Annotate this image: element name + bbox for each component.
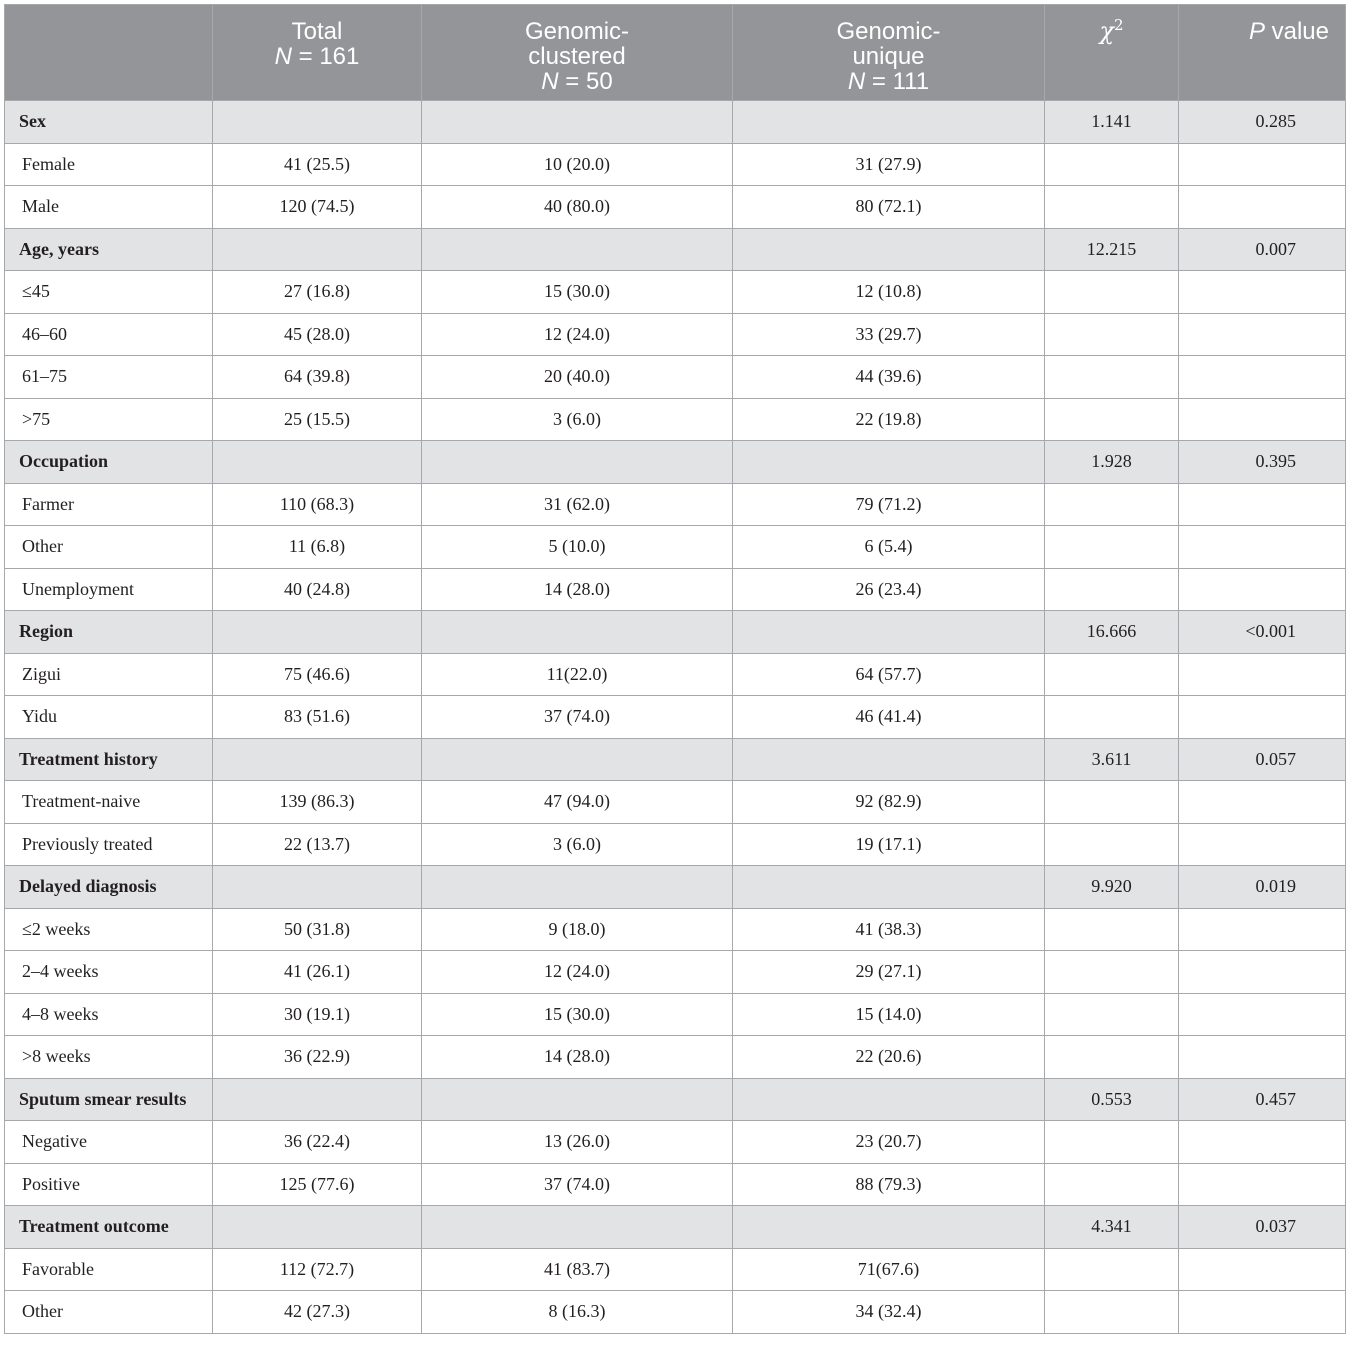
empty-cell — [213, 441, 422, 484]
row-label: >8 weeks — [5, 1036, 213, 1079]
empty-cell — [733, 611, 1045, 654]
table-row — [5, 1291, 1346, 1334]
empty-cell — [1179, 271, 1346, 314]
header-genomic-unique — [733, 5, 1045, 101]
empty-cell — [1045, 696, 1179, 739]
empty-cell — [1179, 781, 1346, 824]
clustered-cell: 9 (18.0) — [422, 908, 733, 951]
p-value: 0.395 — [1179, 441, 1346, 484]
header-unique-line1: Genomic- — [836, 18, 941, 45]
unique-cell: 92 (82.9) — [733, 781, 1045, 824]
clustered-cell: 5 (10.0) — [422, 526, 733, 569]
empty-cell — [733, 866, 1045, 909]
empty-cell — [1179, 823, 1346, 866]
empty-cell — [1179, 1291, 1346, 1334]
row-label: Yidu — [5, 696, 213, 739]
empty-cell — [1045, 313, 1179, 356]
clustered-cell: 10 (20.0) — [422, 143, 733, 186]
table-row — [5, 483, 1346, 526]
table-row — [5, 951, 1346, 994]
empty-cell — [1045, 908, 1179, 951]
row-label: Farmer — [5, 483, 213, 526]
empty-cell — [422, 228, 733, 271]
header-total-n-value: = 161 — [291, 43, 360, 70]
group-label: Age, years — [5, 228, 213, 271]
group-header-row — [5, 611, 1346, 654]
table-row — [5, 781, 1346, 824]
empty-cell — [422, 738, 733, 781]
clustered-cell: 14 (28.0) — [422, 568, 733, 611]
header-clustered-line2: clustered — [528, 43, 626, 70]
group-header-row — [5, 1078, 1346, 1121]
empty-cell — [1179, 993, 1346, 1036]
unique-cell: 64 (57.7) — [733, 653, 1045, 696]
header-total-n-label: N — [274, 43, 292, 70]
total-cell: 64 (39.8) — [213, 356, 422, 399]
empty-cell — [1179, 696, 1346, 739]
header-chi-exponent: 2 — [1114, 16, 1124, 34]
empty-cell — [213, 611, 422, 654]
empty-cell — [1179, 313, 1346, 356]
total-cell: 42 (27.3) — [213, 1291, 422, 1334]
table-row — [5, 186, 1346, 229]
empty-cell — [1179, 1163, 1346, 1206]
table-row — [5, 1121, 1346, 1164]
row-label: Treatment-naive — [5, 781, 213, 824]
header-clustered-n-value: = 50 — [558, 68, 613, 95]
table-row — [5, 823, 1346, 866]
empty-cell — [1179, 653, 1346, 696]
table-row — [5, 908, 1346, 951]
header-total-title: Total — [291, 18, 343, 45]
chi-square-value: 9.920 — [1045, 866, 1179, 909]
clustered-cell: 13 (26.0) — [422, 1121, 733, 1164]
row-label: Positive — [5, 1163, 213, 1206]
table-row — [5, 993, 1346, 1036]
empty-cell — [1045, 781, 1179, 824]
empty-cell — [1045, 1248, 1179, 1291]
row-label: Female — [5, 143, 213, 186]
row-label: Unemployment — [5, 568, 213, 611]
total-cell: 50 (31.8) — [213, 908, 422, 951]
empty-cell — [1045, 1291, 1179, 1334]
unique-cell: 23 (20.7) — [733, 1121, 1045, 1164]
empty-cell — [1045, 1121, 1179, 1164]
group-header-row — [5, 441, 1346, 484]
table-row — [5, 696, 1346, 739]
group-label: Region — [5, 611, 213, 654]
total-cell: 75 (46.6) — [213, 653, 422, 696]
clustered-cell: 12 (24.0) — [422, 951, 733, 994]
empty-cell — [1179, 1036, 1346, 1079]
unique-cell: 44 (39.6) — [733, 356, 1045, 399]
clustered-cell: 3 (6.0) — [422, 398, 733, 441]
p-value: 0.057 — [1179, 738, 1346, 781]
clustered-cell: 3 (6.0) — [422, 823, 733, 866]
unique-cell: 19 (17.1) — [733, 823, 1045, 866]
header-label-column — [5, 5, 213, 101]
empty-cell — [1179, 951, 1346, 994]
chi-square-value: 4.341 — [1045, 1206, 1179, 1249]
total-cell: 36 (22.4) — [213, 1121, 422, 1164]
group-label: Treatment outcome — [5, 1206, 213, 1249]
empty-cell — [1179, 526, 1346, 569]
unique-cell: 26 (23.4) — [733, 568, 1045, 611]
group-header-row — [5, 866, 1346, 909]
empty-cell — [1179, 1121, 1346, 1164]
row-label: Previously treated — [5, 823, 213, 866]
total-cell: 112 (72.7) — [213, 1248, 422, 1291]
table-row — [5, 271, 1346, 314]
unique-cell: 79 (71.2) — [733, 483, 1045, 526]
total-cell: 11 (6.8) — [213, 526, 422, 569]
group-label: Sex — [5, 101, 213, 144]
table-row — [5, 1248, 1346, 1291]
clustered-cell: 41 (83.7) — [422, 1248, 733, 1291]
total-cell: 120 (74.5) — [213, 186, 422, 229]
total-cell: 22 (13.7) — [213, 823, 422, 866]
p-value: <0.001 — [1179, 611, 1346, 654]
table-row — [5, 653, 1346, 696]
unique-cell: 80 (72.1) — [733, 186, 1045, 229]
empty-cell — [1045, 653, 1179, 696]
empty-cell — [422, 441, 733, 484]
empty-cell — [1045, 993, 1179, 1036]
characteristics-table — [4, 4, 1346, 1334]
p-value: 0.019 — [1179, 866, 1346, 909]
empty-cell — [1179, 186, 1346, 229]
clustered-cell: 31 (62.0) — [422, 483, 733, 526]
empty-cell — [733, 738, 1045, 781]
unique-cell: 31 (27.9) — [733, 143, 1045, 186]
empty-cell — [1045, 356, 1179, 399]
empty-cell — [733, 441, 1045, 484]
total-cell: 83 (51.6) — [213, 696, 422, 739]
clustered-cell: 15 (30.0) — [422, 271, 733, 314]
unique-cell: 22 (20.6) — [733, 1036, 1045, 1079]
chi-square-value: 1.141 — [1045, 101, 1179, 144]
total-cell: 27 (16.8) — [213, 271, 422, 314]
clustered-cell: 20 (40.0) — [422, 356, 733, 399]
empty-cell — [1045, 1163, 1179, 1206]
unique-cell: 29 (27.1) — [733, 951, 1045, 994]
empty-cell — [733, 101, 1045, 144]
header-row — [5, 5, 1346, 101]
empty-cell — [213, 101, 422, 144]
chi-square-value: 3.611 — [1045, 738, 1179, 781]
table-body — [5, 101, 1346, 1334]
empty-cell — [1179, 1248, 1346, 1291]
p-value: 0.285 — [1179, 101, 1346, 144]
clustered-cell: 8 (16.3) — [422, 1291, 733, 1334]
empty-cell — [1045, 526, 1179, 569]
empty-cell — [1045, 186, 1179, 229]
clustered-cell: 15 (30.0) — [422, 993, 733, 1036]
table-header — [5, 5, 1346, 101]
group-header-row — [5, 228, 1346, 271]
table-row — [5, 1163, 1346, 1206]
empty-cell — [1179, 908, 1346, 951]
total-cell: 110 (68.3) — [213, 483, 422, 526]
table-row — [5, 568, 1346, 611]
table-container — [4, 4, 1346, 1334]
empty-cell — [422, 1206, 733, 1249]
table-row — [5, 143, 1346, 186]
header-unique-n-value: = 111 — [865, 68, 930, 95]
p-value: 0.457 — [1179, 1078, 1346, 1121]
empty-cell — [213, 228, 422, 271]
unique-cell: 88 (79.3) — [733, 1163, 1045, 1206]
empty-cell — [1045, 823, 1179, 866]
empty-cell — [1045, 951, 1179, 994]
unique-cell: 6 (5.4) — [733, 526, 1045, 569]
table-row — [5, 398, 1346, 441]
header-p-suffix: value — [1264, 18, 1329, 45]
row-label: Other — [5, 526, 213, 569]
empty-cell — [422, 866, 733, 909]
table-row — [5, 526, 1346, 569]
empty-cell — [213, 1206, 422, 1249]
header-genomic-clustered — [422, 5, 733, 101]
unique-cell: 46 (41.4) — [733, 696, 1045, 739]
total-cell: 30 (19.1) — [213, 993, 422, 1036]
clustered-cell: 37 (74.0) — [422, 696, 733, 739]
empty-cell — [213, 866, 422, 909]
row-label: Zigui — [5, 653, 213, 696]
empty-cell — [1179, 483, 1346, 526]
empty-cell — [1045, 568, 1179, 611]
table-row — [5, 1036, 1346, 1079]
empty-cell — [733, 1078, 1045, 1121]
clustered-cell: 47 (94.0) — [422, 781, 733, 824]
total-cell: 25 (15.5) — [213, 398, 422, 441]
row-label: ≤2 weeks — [5, 908, 213, 951]
empty-cell — [1045, 143, 1179, 186]
header-unique-line2: unique — [852, 43, 925, 70]
table-row — [5, 356, 1346, 399]
group-label: Occupation — [5, 441, 213, 484]
total-cell: 139 (86.3) — [213, 781, 422, 824]
row-label: 46–60 — [5, 313, 213, 356]
group-label: Delayed diagnosis — [5, 866, 213, 909]
row-label: Favorable — [5, 1248, 213, 1291]
p-value: 0.037 — [1179, 1206, 1346, 1249]
row-label: Negative — [5, 1121, 213, 1164]
chi-square-value: 16.666 — [1045, 611, 1179, 654]
empty-cell — [733, 228, 1045, 271]
chi-square-value: 12.215 — [1045, 228, 1179, 271]
chi-square-value: 1.928 — [1045, 441, 1179, 484]
row-label: Other — [5, 1291, 213, 1334]
empty-cell — [1179, 568, 1346, 611]
empty-cell — [1179, 143, 1346, 186]
empty-cell — [1179, 398, 1346, 441]
row-label: 61–75 — [5, 356, 213, 399]
row-label: Male — [5, 186, 213, 229]
header-unique-n-label: N — [847, 68, 866, 95]
total-cell: 40 (24.8) — [213, 568, 422, 611]
empty-cell — [733, 1206, 1045, 1249]
row-label: 4–8 weeks — [5, 993, 213, 1036]
total-cell: 41 (26.1) — [213, 951, 422, 994]
header-chi-square — [1045, 5, 1179, 101]
header-chi-symbol: χ — [1099, 17, 1114, 45]
row-label: 2–4 weeks — [5, 951, 213, 994]
group-label: Treatment history — [5, 738, 213, 781]
clustered-cell: 40 (80.0) — [422, 186, 733, 229]
header-p-value — [1179, 5, 1346, 101]
group-label: Sputum smear results — [5, 1078, 213, 1121]
chi-square-value: 0.553 — [1045, 1078, 1179, 1121]
group-header-row — [5, 738, 1346, 781]
unique-cell: 22 (19.8) — [733, 398, 1045, 441]
empty-cell — [213, 1078, 422, 1121]
p-value: 0.007 — [1179, 228, 1346, 271]
clustered-cell: 11(22.0) — [422, 653, 733, 696]
total-cell: 45 (28.0) — [213, 313, 422, 356]
unique-cell: 41 (38.3) — [733, 908, 1045, 951]
clustered-cell: 14 (28.0) — [422, 1036, 733, 1079]
row-label: ≤45 — [5, 271, 213, 314]
empty-cell — [422, 1078, 733, 1121]
empty-cell — [1045, 271, 1179, 314]
clustered-cell: 12 (24.0) — [422, 313, 733, 356]
table-row — [5, 313, 1346, 356]
total-cell: 36 (22.9) — [213, 1036, 422, 1079]
unique-cell: 33 (29.7) — [733, 313, 1045, 356]
empty-cell — [1045, 1036, 1179, 1079]
unique-cell: 15 (14.0) — [733, 993, 1045, 1036]
group-header-row — [5, 1206, 1346, 1249]
empty-cell — [1045, 483, 1179, 526]
empty-cell — [422, 611, 733, 654]
clustered-cell: 37 (74.0) — [422, 1163, 733, 1206]
group-header-row — [5, 101, 1346, 144]
unique-cell: 34 (32.4) — [733, 1291, 1045, 1334]
total-cell: 125 (77.6) — [213, 1163, 422, 1206]
header-clustered-line1: Genomic- — [524, 18, 630, 45]
header-clustered-n-label: N — [541, 68, 559, 95]
empty-cell — [1179, 356, 1346, 399]
empty-cell — [422, 101, 733, 144]
total-cell: 41 (25.5) — [213, 143, 422, 186]
unique-cell: 71(67.6) — [733, 1248, 1045, 1291]
header-p-label: P — [1248, 18, 1265, 45]
empty-cell — [1045, 398, 1179, 441]
header-total — [213, 5, 422, 101]
unique-cell: 12 (10.8) — [733, 271, 1045, 314]
row-label: >75 — [5, 398, 213, 441]
empty-cell — [213, 738, 422, 781]
